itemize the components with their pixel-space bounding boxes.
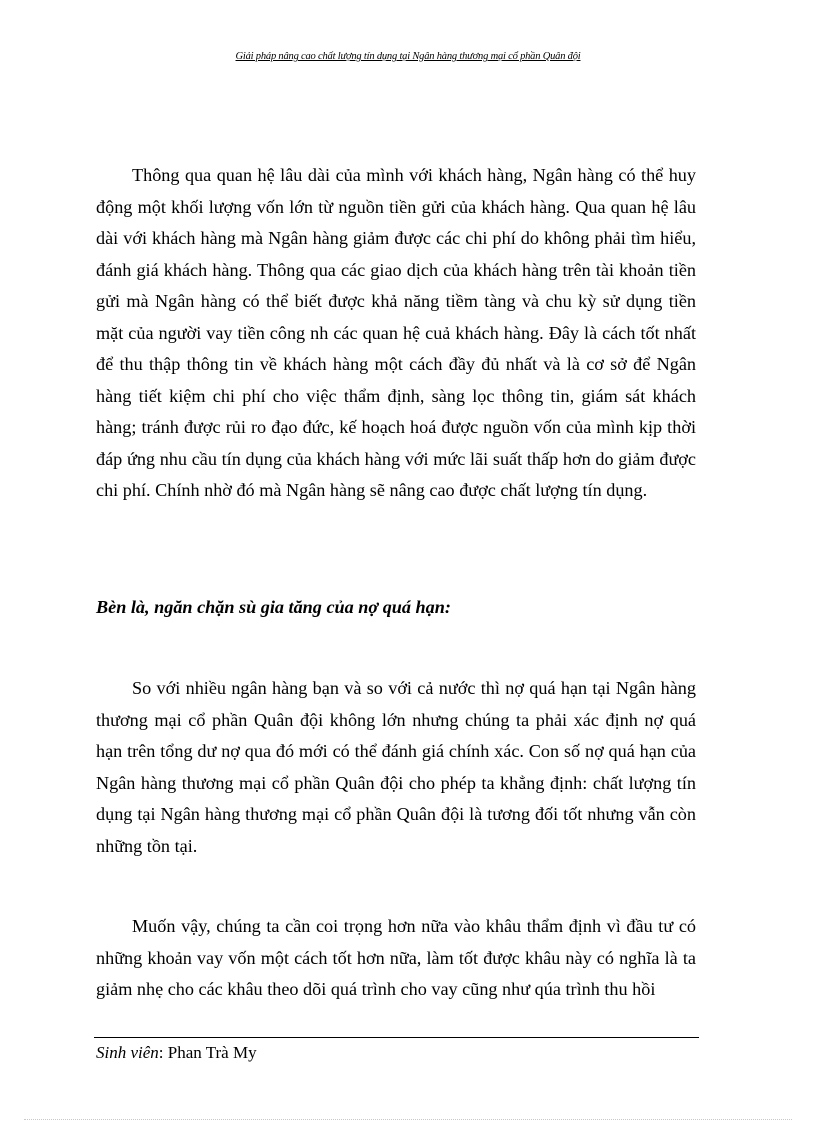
- paragraph-2: So với nhiều ngân hàng bạn và so với cả nước thì nợ quá hạn tại Ngân hàng thương mại cổ phần Quân đội không lớn nhưng chúng ta phải xác định nợ quá hạn trên tổng dư nợ qua đó mới có thể đánh giá chính xác. Con số nợ quá hạn của Ngân hàng thương mại cổ phần Quân đội cho phép ta khẳng định: chất lượng tín dụng tại Ngân hàng thương mại cổ phần Quân đội là tương đối tốt nhưng vẫn còn những tồn tại.: [96, 678, 696, 856]
- section-heading: Bèn là, ngăn chặn sù gia tăng của nợ quá hạn:: [96, 597, 451, 617]
- footer-author: [96, 1042, 257, 1064]
- footer-student-name: Phan Trà My: [167, 1043, 257, 1062]
- paragraph-1: Thông qua quan hệ lâu dài của mình với khách hàng, Ngân hàng có thể huy động một khối lượng vốn lớn từ nguồn tiền gửi của khách hàng. Qua quan hệ lâu dài với khách hàng mà Ngân hàng giảm được các chi phí do không phải tìm hiểu, đánh giá khách hàng. Thông qua các giao dịch của khách hàng trên tài khoản tiền gửi mà Ngân hàng có thể biết được khả năng tiềm tàng và chu kỳ sử dụng tiền mặt của người vay tiền công nh các quan hệ cuả khách hàng. Đây là cách tốt nhất để thu thập thông tin về khách hàng một cách đầy đủ nhất và là cơ sở để Ngân hàng tiết kiệm chi phí cho việc thẩm định, sàng lọc thông tin, giám sát khách hàng; tránh được rủi ro đạo đức, kế hoạch hoá được nguồn vốn của mình kịp thời đáp ứng nhu cầu tín dụng của khách hàng với mức lãi suất thấp hơn do giảm được chi phí. Chính nhờ đó mà Ngân hàng sẽ nâng cao được chất lượng tín dụng.: [96, 165, 696, 500]
- page-header-title: Giải pháp nâng cao chất lượng tín dụng tại Ngân hàng thương mại cổ phần Quân đội: [235, 51, 581, 62]
- page-boundary: [24, 1119, 792, 1120]
- footer-divider: [94, 1037, 699, 1038]
- footer-label: Sinh viên: [96, 1043, 159, 1062]
- footer-separator: :: [158, 1043, 168, 1062]
- paragraph-3: Muốn vậy, chúng ta cần coi trọng hơn nữa vào khâu thẩm định vì đầu tư có những khoản vay vốn một cách tốt hơn nữa, làm tốt được khâu này có nghĩa là ta giảm nhẹ cho các khâu theo dõi quá trình cho vay cũng như qúa trình thu hồi: [96, 916, 696, 999]
